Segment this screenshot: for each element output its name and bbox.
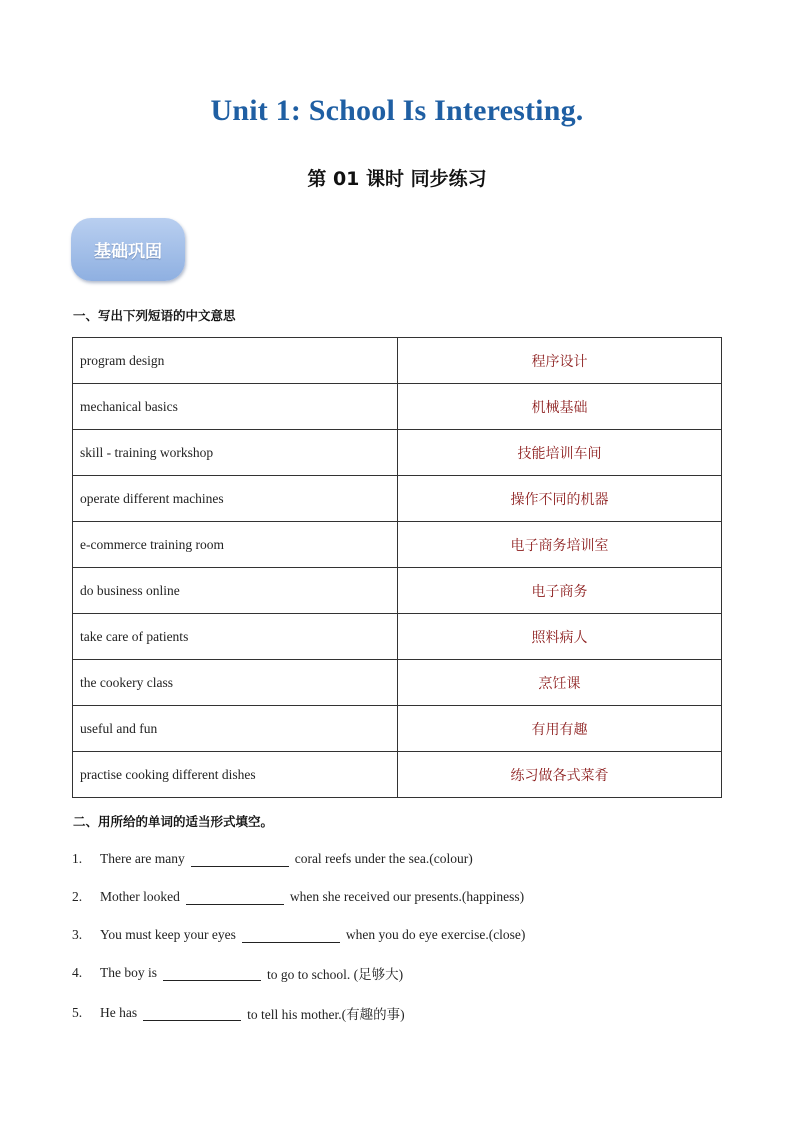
exercise-text-after: when you do eye exercise.(close) xyxy=(345,927,526,942)
exercise-text-before: There are many xyxy=(100,851,185,866)
phrase-en: take care of patients xyxy=(73,614,398,660)
answer-blank[interactable] xyxy=(143,1006,241,1021)
exercise-text-before: You must keep your eyes xyxy=(100,927,236,942)
table-row xyxy=(73,660,722,706)
section1-title: 一、写出下列短语的中文意思 xyxy=(73,308,236,323)
table-row xyxy=(73,752,722,798)
answer-blank[interactable] xyxy=(186,890,284,905)
table-row xyxy=(73,430,722,476)
exercise-item xyxy=(72,1001,405,1025)
answer-blank[interactable] xyxy=(163,966,261,981)
phrase-en: program design xyxy=(73,338,398,384)
exercise-text-after: to tell his mother.(有趣的事) xyxy=(247,1007,405,1022)
phrase-cn: 操作不同的机器 xyxy=(398,476,722,522)
table-row xyxy=(73,338,722,384)
exercise-item xyxy=(72,885,524,909)
table-row xyxy=(73,476,722,522)
exercise-text-before: The boy is xyxy=(100,965,157,980)
phrase-cn: 照料病人 xyxy=(398,614,722,660)
badge-label: 基础巩固 xyxy=(94,242,162,262)
exercise-item xyxy=(72,961,403,985)
phrase-en: do business online xyxy=(73,568,398,614)
phrase-en: e-commerce training room xyxy=(73,522,398,568)
page-subtitle: 第 01 课时 同步练习 xyxy=(307,168,487,190)
table-row xyxy=(73,384,722,430)
phrase-cn: 电子商务 xyxy=(398,568,722,614)
exercise-text-after: to go to school. (足够大) xyxy=(267,967,404,982)
section2-title: 二、用所给的单词的适当形式填空。 xyxy=(73,814,274,829)
exercise-number: 5. xyxy=(72,1005,83,1020)
table-row xyxy=(73,706,722,752)
phrase-cn: 程序设计 xyxy=(398,338,722,384)
exercise-text-before: He has xyxy=(100,1005,138,1020)
exercise-text-after: coral reefs under the sea.(colour) xyxy=(294,851,473,866)
section-badge xyxy=(71,218,185,281)
phrase-cn: 电子商务培训室 xyxy=(398,522,722,568)
table-row xyxy=(73,614,722,660)
exercise-text-before: Mother looked xyxy=(100,889,180,904)
phrase-cn: 烹饪课 xyxy=(398,660,722,706)
phrase-en: mechanical basics xyxy=(73,384,398,430)
exercise-number: 3. xyxy=(72,927,83,942)
phrase-cn: 练习做各式菜肴 xyxy=(398,752,722,798)
table-row xyxy=(73,568,722,614)
page-title: Unit 1: School Is Interesting. xyxy=(210,94,584,127)
phrase-en: the cookery class xyxy=(73,660,398,706)
answer-blank[interactable] xyxy=(242,928,340,943)
phrase-cn: 技能培训车间 xyxy=(398,430,722,476)
exercise-number: 1. xyxy=(72,851,83,866)
phrase-en: skill - training workshop xyxy=(73,430,398,476)
phrase-en: practise cooking different dishes xyxy=(73,752,398,798)
exercise-number: 2. xyxy=(72,889,83,904)
answer-blank[interactable] xyxy=(191,852,289,867)
phrase-en: useful and fun xyxy=(73,706,398,752)
exercise-item xyxy=(72,847,473,871)
table-row xyxy=(73,522,722,568)
exercise-item xyxy=(72,923,525,947)
exercise-text-after: when she received our presents.(happiness) xyxy=(289,889,525,904)
phrase-cn: 有用有趣 xyxy=(398,706,722,752)
phrase-cn: 机械基础 xyxy=(398,384,722,430)
exercise-number: 4. xyxy=(72,965,83,980)
phrase-en: operate different machines xyxy=(73,476,398,522)
phrase-table xyxy=(72,337,722,798)
